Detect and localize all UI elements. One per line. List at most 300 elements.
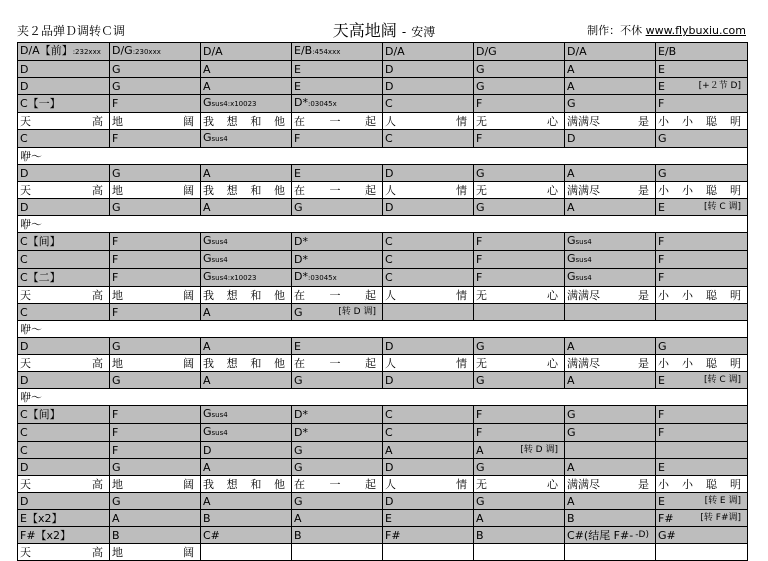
chord-cell	[474, 372, 565, 389]
chord-cell	[18, 459, 110, 476]
chord-symbol-group	[476, 44, 497, 59]
lyric-word: 聪	[706, 356, 717, 370]
lyric-cell	[292, 113, 383, 130]
chord-cell	[292, 43, 383, 61]
chord-cell	[565, 372, 656, 389]
lyric-words	[567, 183, 655, 198]
chord-symbol: F	[112, 443, 119, 457]
chord-symbol: F	[112, 271, 119, 284]
chord-symbol-group	[112, 407, 118, 422]
chord-symbol: D	[385, 460, 394, 474]
lyric-word: 小	[682, 183, 693, 197]
lyric-word: 是	[638, 356, 649, 370]
lyric-cell	[656, 182, 748, 199]
chord-symbol: D	[20, 494, 29, 508]
chord-symbol: B	[294, 528, 302, 542]
chord-symbol-group	[567, 528, 633, 543]
lyric-words	[476, 288, 564, 303]
lyric-word: 天	[20, 114, 31, 128]
lyric-word: 在	[294, 183, 305, 197]
chord-symbol: A	[294, 511, 302, 525]
lyric-cell	[201, 182, 292, 199]
chord-symbol-group	[20, 339, 28, 354]
lyric-words	[294, 114, 382, 129]
lyric-row	[18, 182, 748, 199]
chord-symbol-group	[658, 200, 665, 215]
chord-content	[658, 494, 747, 509]
chord-cell	[292, 442, 383, 459]
chord-symbol: A	[567, 200, 575, 214]
chord-symbol-group	[203, 494, 211, 509]
lyric-word: 在	[294, 114, 305, 128]
lyric-word: 情	[456, 356, 467, 370]
chord-symbol: D/A	[203, 45, 223, 58]
chord-fingering: :232xxx	[72, 48, 101, 56]
key-change-note: [转 D 调]	[338, 306, 376, 317]
chord-symbol-group	[112, 511, 120, 526]
chord-content	[476, 494, 564, 509]
chord-symbol-group	[20, 528, 71, 543]
chord-symbol-group	[112, 62, 121, 77]
chord-content	[112, 443, 200, 458]
chord-symbol: G	[567, 426, 576, 439]
chord-cell	[656, 527, 748, 544]
chord-symbol-group	[203, 424, 228, 441]
lyric-word: 情	[456, 114, 467, 128]
chord-symbol: G	[476, 339, 485, 353]
lyric-word: 天	[20, 477, 31, 491]
chord-cell	[110, 338, 201, 355]
chord-symbol: D	[20, 339, 29, 353]
chord-cell	[292, 372, 383, 389]
chord-symbol: A	[385, 443, 393, 457]
lyric-cell	[18, 113, 110, 130]
chord-symbol: D*	[294, 96, 308, 109]
lyric-word: 天	[20, 183, 31, 197]
lyric-cell	[383, 182, 474, 199]
chord-symbol-group	[294, 234, 308, 249]
lyric-word: 和	[250, 183, 262, 197]
chord-cell	[565, 493, 656, 510]
lyric-words	[294, 356, 382, 371]
chord-symbol-group	[385, 339, 393, 354]
chord-cell	[201, 78, 292, 95]
lyric-word: 想	[226, 288, 238, 302]
chord-symbol: D	[385, 339, 394, 353]
chord-symbol: G	[476, 79, 485, 93]
chord-symbol-group	[203, 528, 220, 543]
lyric-word: 他	[273, 114, 285, 128]
lyric-cell	[656, 476, 748, 493]
chord-symbol-group	[658, 234, 664, 249]
chord-content	[658, 166, 747, 181]
chord-symbol: D	[567, 132, 576, 145]
chord-content	[658, 460, 747, 475]
chord-content	[658, 44, 747, 59]
chord-content	[203, 62, 291, 77]
chord-symbol-group	[294, 528, 302, 543]
chord-content	[476, 425, 564, 440]
chord-cell	[565, 406, 656, 424]
chord-content	[385, 166, 473, 181]
chord-cell	[656, 406, 748, 424]
lyric-words	[658, 288, 747, 303]
chord-symbol-group	[385, 460, 393, 475]
chord-row	[18, 510, 748, 527]
chord-content	[112, 373, 200, 388]
chord-symbol-group	[658, 425, 664, 440]
lyric-word: 天	[20, 356, 31, 370]
chord-cell	[474, 493, 565, 510]
chord-cell	[292, 233, 383, 251]
lyric-words	[658, 114, 747, 129]
chord-cell	[110, 424, 201, 442]
lyric-word: 高	[92, 356, 103, 370]
chord-cell	[18, 338, 110, 355]
lyric-words	[385, 288, 473, 303]
key-change-note: [转 C 调]	[703, 374, 741, 385]
site-link[interactable]: www.flybuxiu.com	[645, 24, 746, 37]
chord-symbol: C	[385, 271, 393, 284]
lyric-word: 高	[92, 114, 103, 128]
lyric-word: 和	[250, 114, 262, 128]
chord-symbol-group	[385, 234, 393, 249]
lyric-row	[18, 148, 748, 165]
chord-cell	[474, 424, 565, 442]
lyric-cell	[110, 476, 201, 493]
lyric-words	[476, 356, 564, 371]
chord-symbol: E	[658, 494, 665, 508]
chord-cell	[474, 251, 565, 269]
lyric-word: 在	[294, 477, 305, 491]
lyric-word: 是	[638, 183, 649, 197]
chord-symbol: D/A【前】	[20, 44, 73, 57]
chord-symbol-group	[294, 443, 303, 458]
chord-cell	[656, 304, 748, 321]
lyric-word: 情	[456, 477, 467, 491]
chord-symbol: G#	[658, 528, 676, 542]
lyric-word: 阔	[183, 183, 194, 197]
chord-symbol: D*	[294, 235, 308, 248]
chord-symbol-group	[203, 460, 211, 475]
chord-symbol-group	[385, 373, 393, 388]
lyric-cell	[474, 287, 565, 304]
lyric-word: 小	[658, 114, 669, 128]
lyric-word: 一	[329, 183, 341, 197]
lyric-word: 小	[682, 356, 693, 370]
chord-content	[567, 511, 655, 526]
chord-symbol-group	[476, 234, 482, 249]
chord-symbol-group	[112, 528, 120, 543]
chord-symbol-group	[385, 270, 393, 285]
chord-cell	[565, 269, 656, 287]
chord-row	[18, 165, 748, 182]
lyric-words	[567, 477, 655, 492]
chord-content	[476, 528, 564, 543]
chord-symbol-group	[567, 373, 575, 388]
lyric-word: 情	[456, 183, 467, 197]
chord-symbol: A	[567, 79, 575, 93]
chord-content	[658, 528, 747, 543]
chord-content	[476, 79, 564, 94]
chord-symbol-group	[294, 511, 302, 526]
chord-cell	[565, 78, 656, 95]
chord-content	[294, 43, 382, 60]
lyric-word: 想	[226, 477, 238, 491]
chord-symbol: C	[20, 132, 28, 145]
lyric-word: 我	[203, 288, 214, 302]
chord-cell	[383, 304, 474, 321]
chord-symbol-group	[476, 96, 482, 111]
chord-symbol-group	[203, 233, 228, 250]
chord-cell	[292, 527, 383, 544]
chord-cell	[383, 43, 474, 61]
chord-cell	[18, 269, 110, 287]
key-change-note: [+２节 D]	[698, 80, 741, 91]
lyric-cell	[474, 182, 565, 199]
chord-symbol: F	[658, 408, 665, 421]
lyric-words	[658, 183, 747, 198]
chord-symbol: Gsus4	[203, 96, 228, 109]
chord-cell	[201, 199, 292, 216]
lyric-words	[20, 288, 109, 303]
chord-content	[294, 95, 382, 112]
chord-symbol-group	[567, 460, 575, 475]
chord-symbol-group	[567, 233, 592, 250]
chord-content	[20, 166, 109, 181]
lyric-cell	[110, 355, 201, 372]
chord-symbol: G	[112, 373, 121, 387]
chord-content	[112, 494, 200, 509]
chord-symbol-group	[294, 425, 308, 440]
chord-symbol-group	[567, 407, 576, 422]
chord-content	[203, 424, 291, 441]
chord-content	[20, 339, 109, 354]
chord-content	[20, 460, 109, 475]
chord-symbol-group	[476, 373, 485, 388]
chord-cell	[656, 269, 748, 287]
lyric-words	[203, 288, 291, 303]
chord-symbol-group	[385, 96, 393, 111]
chord-symbol: D	[20, 373, 29, 387]
lyric-word: 无	[476, 356, 487, 370]
chord-symbol: G	[294, 200, 303, 214]
chord-symbol: A	[567, 62, 575, 76]
chord-symbol-group	[20, 96, 61, 111]
chord-content	[112, 305, 200, 320]
chord-content	[658, 270, 747, 285]
chord-symbol: F	[112, 305, 119, 319]
lyric-word: 聪	[706, 183, 717, 197]
chord-cell	[383, 338, 474, 355]
chord-symbol: G	[476, 460, 485, 474]
chord-content	[294, 305, 382, 320]
chord-symbol: Gsus4	[203, 425, 228, 438]
chord-symbol: F	[476, 253, 483, 266]
lyric-word: 满满尽	[567, 114, 600, 128]
lyric-word: 地	[112, 477, 123, 491]
chord-symbol: A	[567, 373, 575, 387]
chord-symbol-group	[294, 79, 301, 94]
chord-fingering: :x10023	[227, 100, 257, 108]
lyric-word: 心	[547, 477, 558, 491]
chord-content	[203, 511, 291, 526]
chord-cell	[474, 165, 565, 182]
song-title: 天高地阔	[332, 21, 397, 40]
chord-symbol-group	[294, 252, 308, 267]
chord-symbol: C	[385, 97, 393, 110]
chord-cell	[474, 95, 565, 113]
chord-cell	[18, 43, 110, 61]
chord-symbol: C	[385, 253, 393, 266]
chord-cell	[110, 43, 201, 61]
chord-symbol: A	[476, 511, 484, 525]
chord-content	[476, 511, 564, 526]
chord-cell	[18, 78, 110, 95]
chord-content	[567, 166, 655, 181]
lyric-words	[20, 545, 109, 560]
chord-cell	[292, 510, 383, 527]
chord-symbol-group	[20, 79, 28, 94]
chord-cell	[18, 95, 110, 113]
chord-symbol: A	[203, 494, 211, 508]
chord-content	[567, 96, 655, 111]
chord-symbol: G	[476, 494, 485, 508]
chord-cell	[110, 95, 201, 113]
chord-content	[385, 528, 473, 543]
lyric-word: 他	[273, 183, 285, 197]
chord-symbol-group	[385, 166, 393, 181]
chord-symbol: G	[294, 460, 303, 474]
chord-fingering: :03045x	[307, 100, 337, 108]
lyric-word: 是	[638, 114, 649, 128]
chord-content	[476, 443, 564, 458]
chord-symbol-group	[203, 406, 228, 423]
chord-symbol-group	[112, 373, 121, 388]
chord-symbol: G	[476, 62, 485, 76]
chord-symbol: Gsus4	[567, 252, 592, 265]
lyric-word: 我	[203, 477, 214, 491]
lyric-word: 地	[112, 356, 123, 370]
chord-content	[476, 373, 564, 388]
chord-symbol-group	[567, 200, 575, 215]
chord-cell	[18, 442, 110, 459]
chord-cell	[565, 199, 656, 216]
lyric-cell	[474, 113, 565, 130]
chord-cell	[383, 130, 474, 148]
chord-cell	[656, 424, 748, 442]
chord-symbol: D	[20, 166, 29, 180]
chord-symbol: E	[294, 62, 301, 76]
chord-row	[18, 442, 748, 459]
chord-content	[385, 460, 473, 475]
chord-content	[203, 200, 291, 215]
chord-cell	[18, 424, 110, 442]
chord-cell	[474, 199, 565, 216]
chord-content	[294, 528, 382, 543]
lyric-words	[112, 288, 200, 303]
chord-content	[112, 43, 200, 60]
chord-cell	[110, 61, 201, 78]
chord-row	[18, 43, 748, 61]
chord-content	[20, 407, 109, 422]
chord-symbol: D/A	[567, 45, 587, 58]
chord-symbol: B	[476, 528, 484, 542]
lyric-word: 明	[730, 288, 741, 302]
chord-cell	[656, 78, 748, 95]
chord-content	[112, 96, 200, 111]
chord-row	[18, 130, 748, 148]
lyric-cell	[201, 355, 292, 372]
chord-content	[385, 200, 473, 215]
chord-content	[658, 200, 747, 215]
chord-symbol: C	[20, 253, 28, 266]
chord-symbol: G	[567, 97, 576, 110]
chord-symbol: G	[112, 200, 121, 214]
chord-symbol: F	[112, 253, 119, 266]
chord-cell	[565, 165, 656, 182]
lyric-word: 是	[638, 477, 649, 491]
chord-symbol: F	[112, 408, 119, 421]
chord-symbol-group	[567, 494, 575, 509]
chord-content	[112, 252, 200, 267]
lyric-words	[658, 477, 747, 492]
chord-symbol: A	[112, 511, 120, 525]
chord-content	[112, 79, 200, 94]
lyric-words	[476, 114, 564, 129]
chord-content	[203, 443, 291, 458]
chord-symbol-group	[385, 252, 393, 267]
chord-cell	[656, 61, 748, 78]
chord-content	[20, 234, 109, 249]
chord-content	[658, 407, 747, 422]
lyric-word: 一	[329, 288, 341, 302]
lyric-cell	[383, 287, 474, 304]
lyric-word: 他	[273, 288, 285, 302]
chord-content	[203, 166, 291, 181]
chord-row	[18, 493, 748, 510]
chord-content	[567, 460, 655, 475]
lyric-words	[476, 477, 564, 492]
chord-content	[567, 269, 655, 286]
chord-content	[294, 131, 382, 146]
chord-content	[294, 234, 382, 249]
chord-symbol-group	[20, 166, 28, 181]
chord-cell	[383, 493, 474, 510]
chord-symbol: D	[20, 200, 29, 214]
chord-content	[658, 339, 747, 354]
lyric-word: 天	[20, 545, 31, 559]
chord-symbol-group	[567, 251, 592, 268]
chord-content	[294, 443, 382, 458]
chord-symbol-group	[658, 166, 667, 181]
chord-cell	[383, 527, 474, 544]
chord-content	[203, 233, 291, 250]
chord-cell	[18, 510, 110, 527]
lyric-cell	[18, 216, 748, 233]
chord-cell	[110, 304, 201, 321]
chord-content	[112, 407, 200, 422]
lyric-cell	[18, 355, 110, 372]
chord-content	[203, 339, 291, 354]
lyric-word: 和	[250, 288, 262, 302]
lyric-word: 高	[92, 288, 103, 302]
chord-cell	[110, 78, 201, 95]
chord-symbol-group	[567, 62, 575, 77]
chord-symbol: C	[385, 408, 393, 421]
chord-symbol-group	[20, 305, 28, 320]
lyric-cell	[292, 355, 383, 372]
